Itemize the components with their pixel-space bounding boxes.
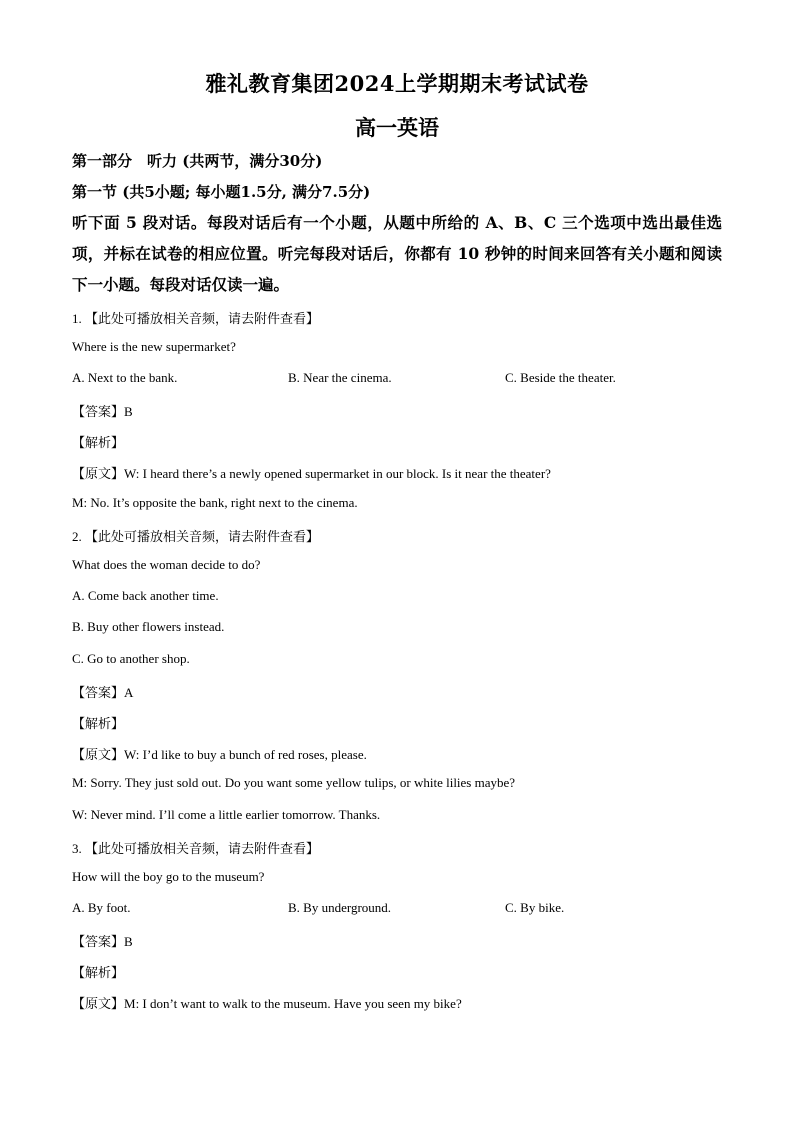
- question-2-analysis-label: 【解析】: [72, 717, 125, 732]
- question-number: 1.: [72, 311, 85, 326]
- question-3-answer: [72, 931, 133, 950]
- question-3-analysis-label: 【解析】: [72, 966, 125, 981]
- question-3-option-c: C. By bike.: [505, 900, 565, 915]
- subsection-heading: 第一节 (共5小题; 每小题1.5分, 满分7.5分): [72, 183, 371, 201]
- question-3-header: [72, 838, 319, 857]
- answer-label: 【答案】: [72, 405, 125, 420]
- page-subtitle: 高一英语: [355, 115, 439, 140]
- answer-label: 【答案】: [72, 935, 125, 950]
- answer-value: B: [124, 404, 133, 419]
- original-label: 【原文】: [72, 467, 125, 482]
- question-3-option-a: A. By foot.: [72, 900, 131, 915]
- original-label: 【原文】: [72, 997, 125, 1012]
- transcript-text: W: I’d like to buy a bunch of red roses, please.: [124, 747, 367, 762]
- section-heading: 第一部分 听力 (共两节，满分30分): [72, 152, 323, 170]
- question-1-analysis-label: 【解析】: [72, 436, 125, 451]
- answer-label: 【答案】: [72, 686, 125, 701]
- question-3-option-b: B. By underground.: [288, 900, 392, 915]
- transcript-text: M: I don’t want to walk to the museum. Have you seen my bike?: [124, 996, 462, 1011]
- page-title: 雅礼教育集团2024上学期期末考试试卷: [205, 71, 589, 96]
- question-3-transcript-line-1: [72, 993, 462, 1012]
- question-2-transcript-line-1: [72, 744, 367, 763]
- question-number: 2.: [72, 529, 85, 544]
- question-1-transcript-line-2: M: No. It’s opposite the bank, right next to the cinema.: [72, 495, 358, 510]
- question-2-header: [72, 526, 319, 545]
- question-2-option-a: A. Come back another time.: [72, 588, 219, 603]
- question-2-transcript-line-3: W: Never mind. I’ll come a little earlier tomorrow. Thanks.: [72, 807, 381, 822]
- answer-value: B: [124, 934, 133, 949]
- question-1-option-a: A. Next to the bank.: [72, 370, 178, 385]
- question-1-header: [72, 308, 319, 327]
- question-2-answer: [72, 682, 133, 701]
- instructions-paragraph: 听下面 5 段对话。每段对话后有一个小题，从题中所给的 A、B、C 三个选项中选出最佳选项，并标在试卷的相应位置。听完每段对话后，你都有 10 秒钟的时间来回答有关小题和阅读下一小题。每段对话仅读一遍。: [72, 213, 722, 294]
- question-1-prompt: Where is the new supermarket?: [72, 339, 236, 354]
- question-2-transcript-line-2: M: Sorry. They just sold out. Do you want some yellow tulips, or white lilies maybe?: [72, 775, 516, 790]
- audio-placeholder: 【此处可播放相关音频，请去附件查看】: [85, 842, 320, 857]
- answer-value: A: [124, 685, 134, 700]
- question-1-option-b: B. Near the cinema.: [288, 370, 392, 385]
- question-2-option-b: B. Buy other flowers instead.: [72, 619, 225, 634]
- question-2-prompt: What does the woman decide to do?: [72, 557, 261, 572]
- question-3-prompt: How will the boy go to the museum?: [72, 869, 265, 884]
- original-label: 【原文】: [72, 748, 125, 763]
- audio-placeholder: 【此处可播放相关音频，请去附件查看】: [85, 312, 320, 327]
- question-2-option-c: C. Go to another shop.: [72, 651, 190, 666]
- question-1-answer: [72, 401, 133, 420]
- audio-placeholder: 【此处可播放相关音频，请去附件查看】: [85, 530, 320, 545]
- question-number: 3.: [72, 841, 85, 856]
- question-1-option-c: C. Beside the theater.: [505, 370, 616, 385]
- transcript-text: W: I heard there’s a newly opened supermarket in our block. Is it near the theater?: [124, 466, 551, 481]
- question-1-transcript-line-1: [72, 463, 551, 482]
